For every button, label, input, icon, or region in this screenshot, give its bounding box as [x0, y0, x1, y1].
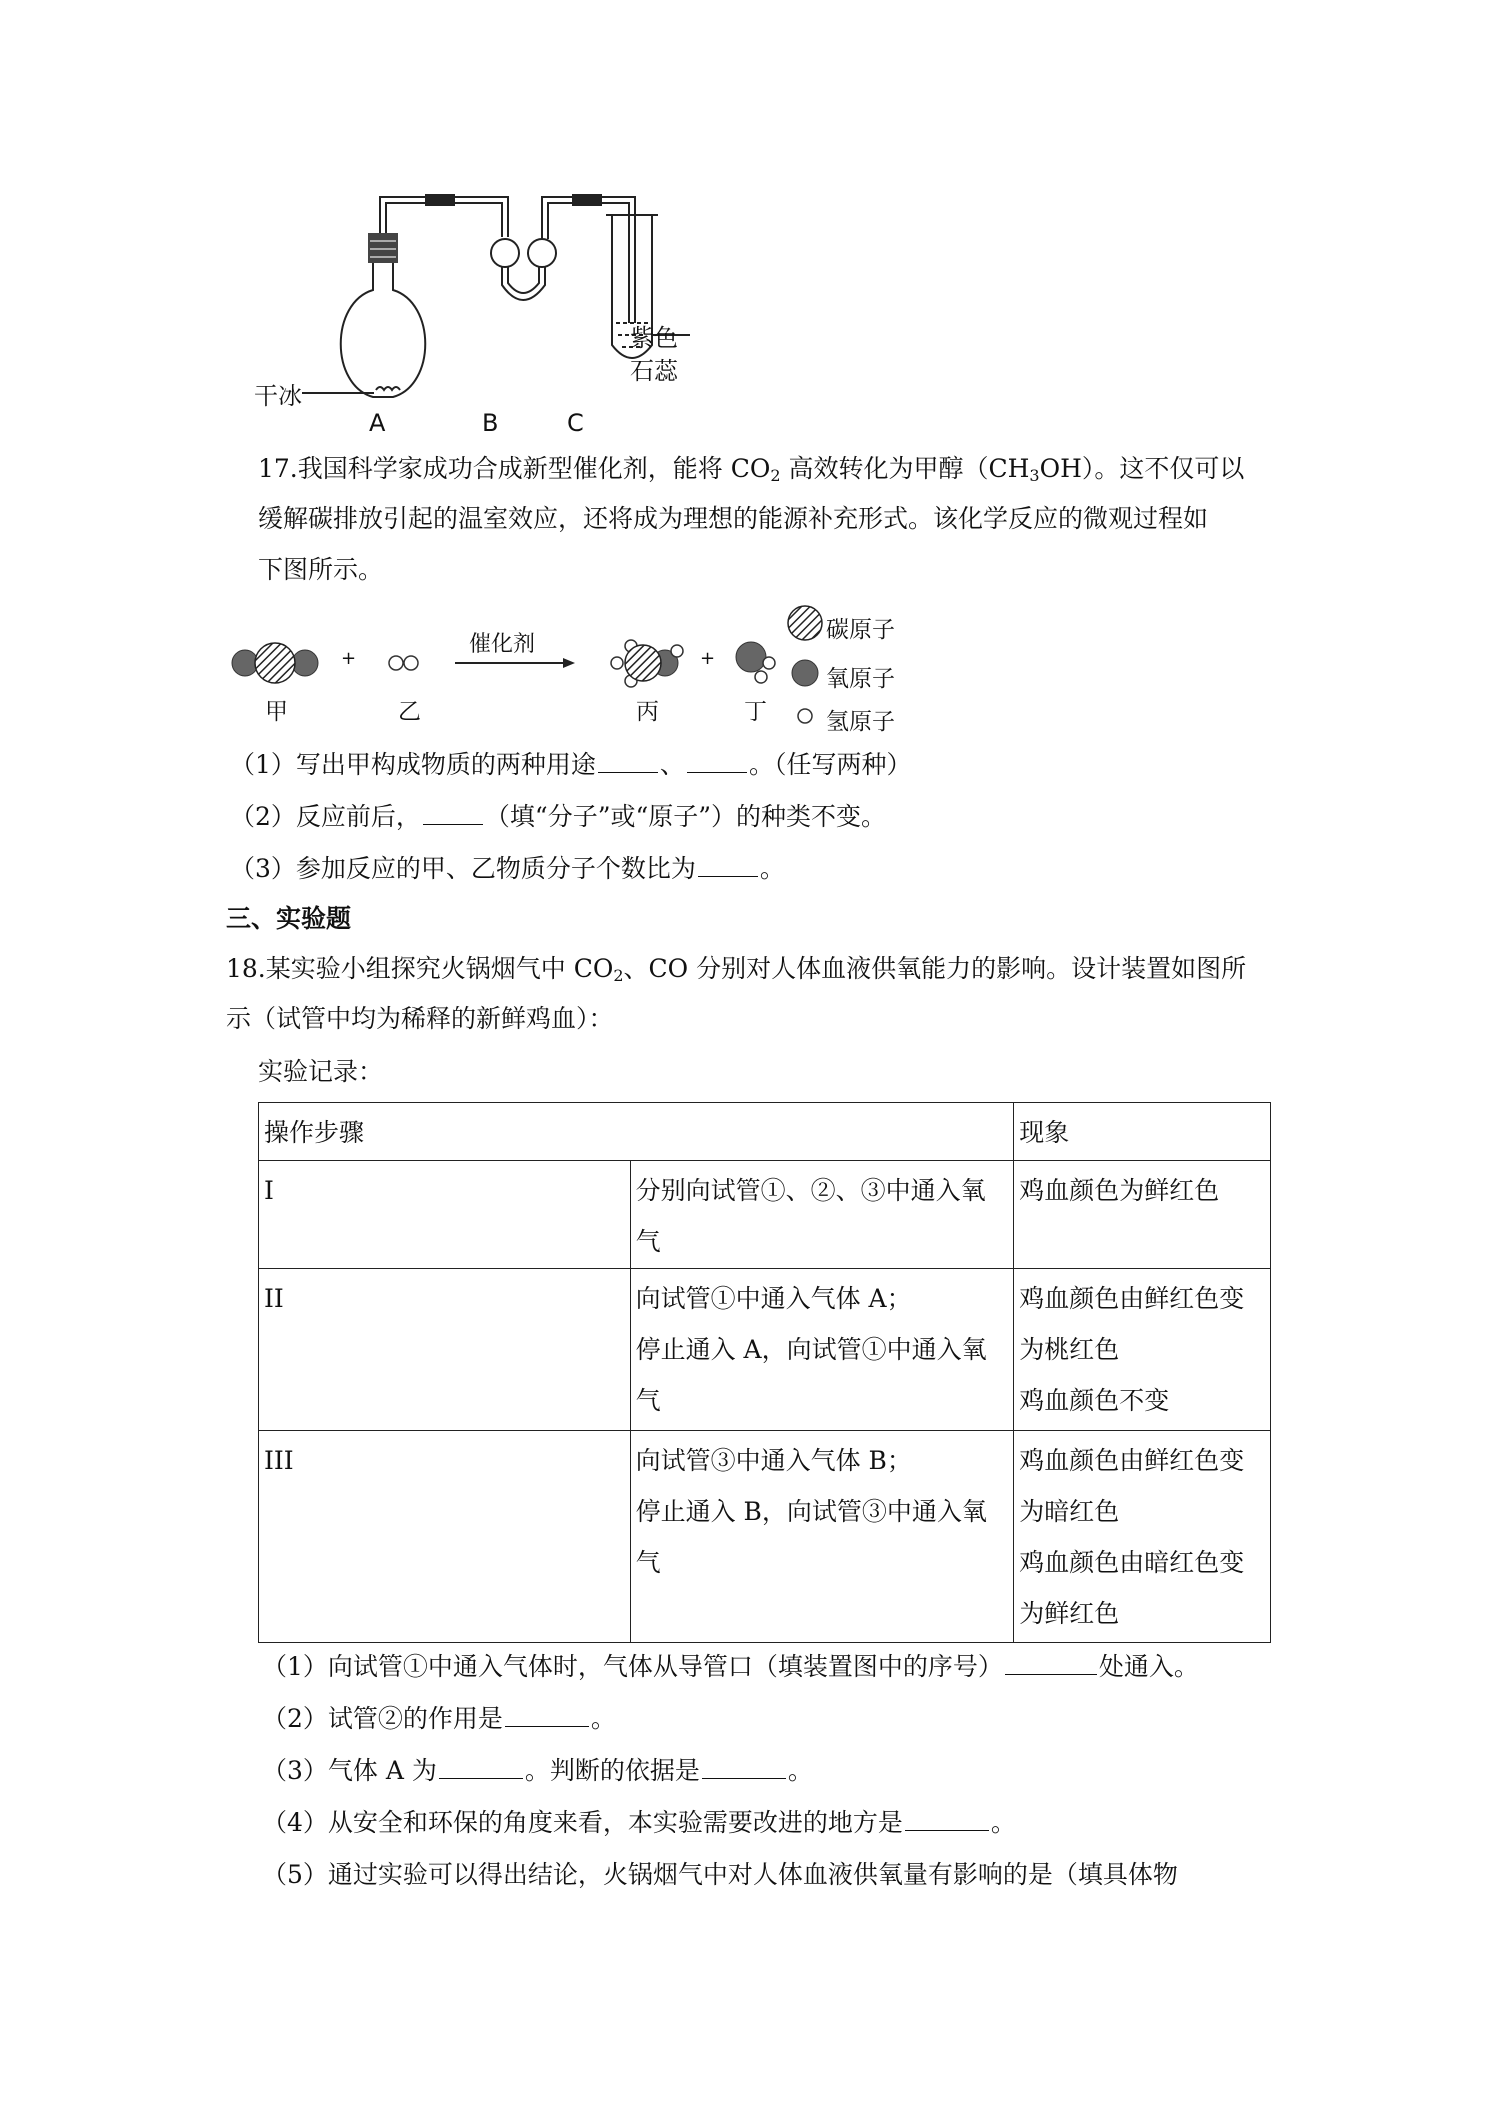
molecule-jia-co2: [232, 643, 318, 683]
table-row: [259, 1269, 1271, 1431]
q18-sub2: （2）试管②的作用是 。: [262, 1704, 616, 1733]
legend-carbon-swatch: [788, 606, 822, 640]
catalyst-label: 催化剂: [469, 632, 536, 657]
legend-hydrogen-label: 氢原子: [826, 709, 895, 735]
legend-carbon-label: 碳原子: [826, 617, 895, 643]
molecule-bing-ch3oh: [611, 640, 683, 687]
q18-sub1: （1）向试管①中通入气体时，气体从导管口（填装置图中的序号） 处通入。: [262, 1652, 1199, 1681]
step-cell: I: [259, 1161, 631, 1269]
q17-intro-line1: 17.我国科学家成功合成新型催化剂，能将 $CO_2$ 高效转化为甲醇$(CH_3OH)$。这不仅可以: [258, 454, 1245, 485]
step-cell: III: [259, 1431, 631, 1643]
phenomenon-cell: 鸡血颜色为鲜红色: [1014, 1161, 1271, 1269]
step-cell: II: [259, 1269, 631, 1431]
q18-intro-line2: 示（试管中均为稀释的新鲜鸡血）：: [226, 1004, 614, 1033]
q17-sub2: （2）反应前后， （填“分子”或“原子”）的种类不变。: [230, 802, 887, 831]
label-jia: 甲: [265, 699, 288, 725]
answer-blank[interactable]: [423, 800, 483, 825]
plus-2: +: [700, 648, 716, 669]
apparatus-figure: [250, 175, 710, 440]
q17-sub3: （3）参加反应的甲、乙物质分子个数比为 。: [230, 854, 785, 883]
molecule-yi-h2: [389, 656, 418, 670]
answer-blank[interactable]: [439, 1754, 523, 1779]
table-row: [259, 1431, 1271, 1643]
flask-a: [341, 263, 426, 400]
arrow-head: [563, 658, 575, 668]
answer-blank[interactable]: [1005, 1650, 1097, 1675]
clamp-2: [572, 194, 602, 206]
legend-hydrogen-swatch: [798, 709, 812, 723]
q18-sub3: （3）气体 A 为 。判断的依据是 。: [262, 1756, 813, 1785]
answer-blank[interactable]: [505, 1702, 589, 1727]
molecule-ding-h2o: [736, 642, 775, 683]
dry-ice: [376, 387, 400, 390]
label-dry-ice: 干冰: [254, 382, 302, 410]
label-bing: 丙: [636, 699, 659, 725]
table-header-row: [259, 1103, 1271, 1161]
legend-oxygen-label: 氧原子: [826, 666, 895, 692]
label-b: B: [482, 409, 499, 437]
header-phenomenon: 现象: [1014, 1103, 1271, 1161]
operation-cell: 向试管③中通入气体 B； 停止通入 B，向试管③中通入氧气: [630, 1431, 1014, 1643]
q18-sub4: （4）从安全和环保的角度来看，本实验需要改进的地方是 。: [262, 1808, 1016, 1837]
q17-sub1: （1）写出甲构成物质的两种用途 、 。（任写两种）: [230, 750, 912, 779]
q18-sub5: （5）通过实验可以得出结论，火锅烟气中对人体血液供氧量有影响的是（填具体物: [262, 1860, 1178, 1889]
q17-intro-line2: 缓解碳排放引起的温室效应，还将成为理想的能源补充形式。该化学反应的微观过程如: [258, 504, 1209, 533]
label-yi: 乙: [398, 699, 421, 725]
label-ding: 丁: [744, 699, 767, 725]
header-steps: 操作步骤: [259, 1103, 1014, 1161]
operation-cell: 分别向试管①、②、③中通入氧 气: [630, 1161, 1014, 1269]
phenomenon-cell: 鸡血颜色由鲜红色变 为桃红色 鸡血颜色不变: [1014, 1269, 1271, 1431]
answer-blank[interactable]: [687, 748, 747, 773]
answer-blank[interactable]: [702, 1754, 786, 1779]
label-c: C: [567, 409, 584, 437]
plus-1: +: [341, 648, 357, 669]
clamp-1: [425, 194, 455, 206]
label-purple: 紫色: [630, 324, 678, 352]
table-row: [259, 1161, 1271, 1269]
answer-blank[interactable]: [598, 748, 658, 773]
operation-cell: 向试管①中通入气体 A； 停止通入 A，向试管①中通入氧 气: [630, 1269, 1014, 1431]
record-label: 实验记录：: [258, 1057, 384, 1086]
section-title: 三、实验题: [226, 904, 352, 933]
phenomenon-cell: 鸡血颜色由鲜红色变 为暗红色 鸡血颜色由暗红色变 为鲜红色: [1014, 1431, 1271, 1643]
experiment-record-table: [258, 1102, 1271, 1643]
reaction-diagram: [225, 605, 925, 740]
label-litmus: 石蕊: [630, 357, 678, 385]
legend-oxygen-swatch: [792, 660, 818, 686]
answer-blank[interactable]: [905, 1806, 989, 1831]
answer-blank[interactable]: [698, 852, 758, 877]
q18-intro-line1: 18.某实验小组探究火锅烟气中 $CO_2$、CO 分别对人体血液供氧能力的影响。设计装置如图所: [226, 954, 1247, 985]
label-a: A: [369, 409, 386, 437]
q17-intro-line3: 下图所示。: [258, 555, 384, 584]
